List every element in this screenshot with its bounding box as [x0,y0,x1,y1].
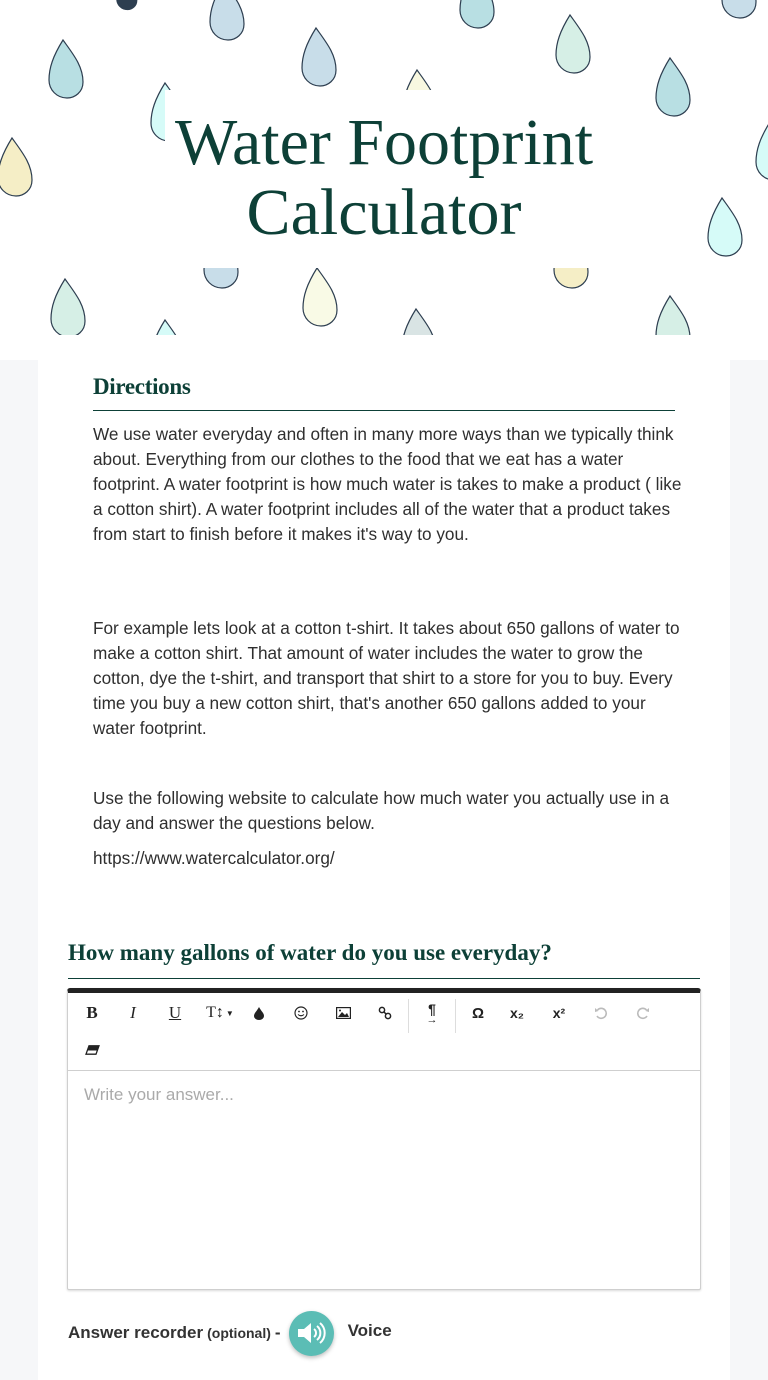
raindrop [49,40,83,98]
recorder-label: Answer recorder [68,1323,204,1342]
directions-paragraph: We use water everyday and often in many more ways than we typically think about. Everything from our clothes to the food that we eat has a water footprint. A water footprint is how much water is takes to make a product ( like a cotton shirt). A water footprint includes all of the water that a product takes from start to finish before it makes it's way to you. [93,424,682,544]
smiley-icon [294,1006,308,1020]
insert-image-button[interactable] [328,998,358,1028]
insert-link-button[interactable] [370,998,400,1028]
italic-button[interactable]: I [130,1003,136,1022]
paragraph-direction-button[interactable] [417,998,447,1028]
directions-divider [93,410,675,411]
raindrop [51,279,85,337]
raindrop [303,268,337,326]
font-size-button[interactable] [202,998,238,1028]
page-title [0,108,768,248]
text-color-button[interactable] [244,998,274,1028]
undo-button[interactable] [586,998,616,1028]
redo-icon [636,1006,650,1020]
raindrop [556,15,590,73]
answer-input[interactable] [68,1071,700,1289]
subscript-button[interactable]: x₂ [509,1005,524,1021]
undo-icon [594,1006,608,1020]
image-icon [336,1007,351,1019]
pilcrow-icon: ¶ [428,1001,436,1017]
caret-down-icon: ▼ [225,1008,234,1018]
directions-heading: Directions [93,374,191,399]
raindrop [302,28,336,86]
font-size-label: T↕ [206,1004,224,1021]
content-card [38,360,730,1380]
link-icon [378,1006,392,1020]
arrow-right-icon: → [426,1014,438,1026]
title-line-1: Water Footprint [174,106,594,179]
raindrop [210,0,244,40]
calculator-url[interactable]: https://www.watercalculator.org/ [93,848,335,868]
recorder-dash: - [274,1323,281,1342]
voice-label: Voice [347,1321,392,1340]
special-characters-button[interactable]: Ω [471,1004,485,1022]
redo-button[interactable] [628,998,658,1028]
header-banner [0,0,768,360]
example-paragraph: For example lets look at a cotton t-shirt. It takes about 650 gallons of water to make a cotton shirt. That amount of water includes the water to grow the cotton, dye the t-shirt, and transport that shirt to a store for you to buy. Every time you buy a new cotton shirt, that's another 650 gallons added to your water footprint. [93,618,680,738]
bold-button[interactable]: B [86,1003,98,1022]
raindrop [460,0,494,28]
rich-text-editor [67,988,701,1290]
raindrop [117,0,137,10]
raindrop [722,0,756,18]
question-heading: How many gallons of water do you use everyday? [68,940,552,965]
superscript-button[interactable]: x² [552,1005,566,1021]
answer-recorder [68,1310,392,1356]
title-line-2: Calculator [246,176,522,249]
voice-record-button[interactable] [289,1311,334,1356]
answer-area [68,1071,700,1289]
question-divider [68,978,700,979]
clear-formatting-button[interactable] [77,1035,107,1065]
speaker-icon [295,1320,327,1346]
emoji-button[interactable] [286,998,316,1028]
editor-toolbar [68,993,700,1071]
eraser-icon [85,1045,100,1055]
recorder-optional-label: (optional) [207,1325,271,1341]
droplet-icon [254,1007,264,1020]
underline-button[interactable]: U [168,1003,182,1022]
instruction-paragraph: Use the following website to calculate how much water you actually use in a day and answer the questions below. [93,788,670,833]
